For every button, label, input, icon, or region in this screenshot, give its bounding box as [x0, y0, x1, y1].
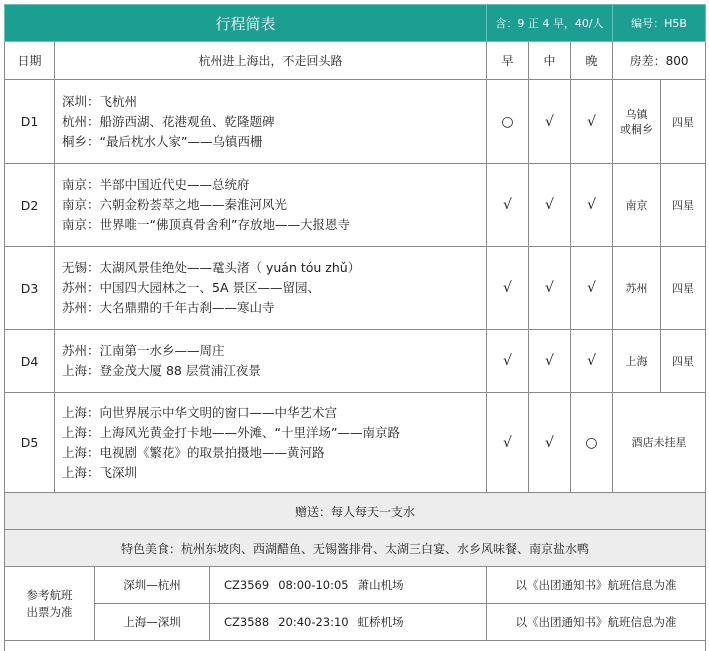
- hotel-rating: 四星: [661, 247, 706, 330]
- day-description: [55, 247, 487, 330]
- gift-row: [5, 493, 706, 530]
- day-row: [5, 330, 706, 393]
- itinerary-sheet: [4, 4, 705, 651]
- day-label: D1: [5, 80, 55, 164]
- lunch-mark: √: [529, 393, 571, 493]
- itinerary-line: 南京：半部中国近代史——总统府: [62, 177, 250, 192]
- header-row: [5, 5, 706, 42]
- day-label: D5: [5, 393, 55, 493]
- itinerary-line: 上海：登金茂大厦 88 层赏浦江夜景: [62, 363, 261, 378]
- overnight-city: 上海: [613, 330, 661, 393]
- breakfast-mark: √: [487, 330, 529, 393]
- day-row: [5, 80, 706, 164]
- dinner-mark: √: [571, 164, 613, 247]
- lunch-mark: √: [529, 330, 571, 393]
- day-label: D2: [5, 164, 55, 247]
- day-row: [5, 393, 706, 493]
- lunch-mark: √: [529, 80, 571, 164]
- route-summary: 杭州进上海出，不走回头路: [55, 42, 487, 80]
- itinerary-table: [4, 4, 706, 651]
- dinner-column-header: 晚: [571, 42, 613, 80]
- hotel-rating: 四星: [661, 164, 706, 247]
- overnight-city: 南京: [613, 164, 661, 247]
- itinerary-line: 桐乡：“最后枕水人家”——乌镇西栅: [62, 133, 263, 149]
- flight-airport: 虹桥机场: [357, 615, 404, 629]
- day-description: [55, 80, 487, 164]
- flight-section-label: 参考航班 出票为准: [5, 567, 95, 641]
- day-row: [5, 247, 706, 330]
- breakfast-mark: ○: [487, 80, 529, 164]
- food-row: [5, 530, 706, 567]
- specialty-food: 特色美食：杭州东坡肉、西湖醋鱼、无锡酱排骨、太湖三白宴、水乡风味餐、南京盐水鸭: [5, 530, 706, 567]
- day-row: [5, 164, 706, 247]
- subheader-row: [5, 42, 706, 80]
- itinerary-line: 杭州：船游西湖、花港观鱼、乾隆题碑: [62, 113, 275, 129]
- flight-number: CZ3588: [224, 615, 270, 629]
- itinerary-line: 苏州：中国四大园林之一、5A 景区——留园、: [62, 280, 320, 295]
- itinerary-line: 上海：向世界展示中华文明的窗口——中华艺术宫: [62, 404, 338, 420]
- lunch-mark: √: [529, 164, 571, 247]
- lunch-mark: √: [529, 247, 571, 330]
- flight-route: 深圳—杭州: [95, 567, 210, 604]
- breakfast-mark: √: [487, 247, 529, 330]
- itinerary-line: 苏州：大名鼎鼎的千年古刹——寒山寺: [62, 300, 275, 315]
- flight-details: [210, 567, 487, 604]
- flight-time: 20:40-23:10: [278, 615, 349, 629]
- room-difference: 房差：800: [613, 42, 706, 80]
- page-title: 行程简表: [5, 5, 487, 42]
- day-description: [55, 393, 487, 493]
- tour-code: 编号：H5B: [613, 5, 706, 42]
- flight-route: 上海—深圳: [95, 604, 210, 641]
- itinerary-line: 苏州：江南第一水乡——周庄: [62, 343, 225, 358]
- flight-row: [5, 604, 706, 641]
- overnight-city: 苏州: [613, 247, 661, 330]
- overnight-city: 乌镇 或桐乡: [613, 80, 661, 164]
- hotel-note: 酒店未挂星: [613, 393, 706, 493]
- day-description: [55, 330, 487, 393]
- itinerary-line: 无锡：太湖风景佳绝处——鼋头渚（ yuán tóu zhǔ）: [62, 260, 361, 275]
- flight-note: 以《出团通知书》航班信息为准: [487, 604, 706, 641]
- day-label: D4: [5, 330, 55, 393]
- breakfast-mark: √: [487, 393, 529, 493]
- itinerary-line: 上海：电视剧《繁花》的取景拍摄地——黄河路: [62, 444, 325, 460]
- itinerary-line: 深圳：飞杭州: [62, 93, 138, 109]
- dinner-mark: √: [571, 330, 613, 393]
- dinner-mark: √: [571, 80, 613, 164]
- date-column-header: 日期: [5, 42, 55, 80]
- itinerary-line: 南京：世界唯一“佛顶真骨舍利”存放地——大报恩寺: [62, 217, 350, 232]
- flight-note: 以《出团通知书》航班信息为准: [487, 567, 706, 604]
- day-description: [55, 164, 487, 247]
- lunch-column-header: 中: [529, 42, 571, 80]
- gift-note: 赠送：每人每天一支水: [5, 493, 706, 530]
- hotel-rating: 四星: [661, 330, 706, 393]
- itinerary-line: 南京：六朝金粉荟萃之地——秦淮河风光: [62, 197, 288, 212]
- itinerary-line: 上海：上海风光黄金打卡地——外滩、“十里洋场”——南京路: [62, 424, 400, 440]
- price-info: 含：9 正 4 早，40/人: [487, 5, 613, 42]
- breakfast-column-header: 早: [487, 42, 529, 80]
- flight-row: [5, 567, 706, 604]
- flight-airport: 萧山机场: [357, 578, 404, 592]
- day-label: D3: [5, 247, 55, 330]
- dinner-mark: ○: [571, 393, 613, 493]
- flight-time: 08:00-10:05: [278, 578, 349, 592]
- flight-details: [210, 604, 487, 641]
- dinner-mark: √: [571, 247, 613, 330]
- hotel-rating: 四星: [661, 80, 706, 164]
- flight-number: CZ3569: [224, 578, 270, 592]
- itinerary-line: 上海：飞深圳: [62, 464, 138, 480]
- breakfast-mark: √: [487, 164, 529, 247]
